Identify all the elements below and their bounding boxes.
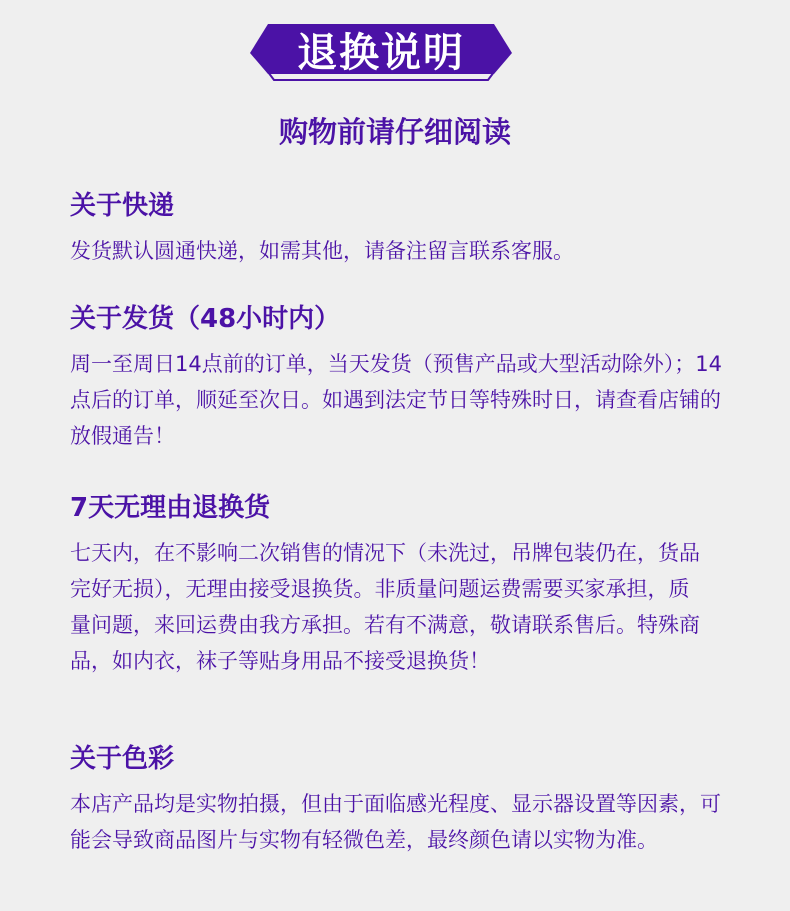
section-body-express: 发货默认圆通快递，如需其他，请备注留言联系客服。: [70, 239, 574, 263]
section-heading-color: 关于色彩: [70, 744, 175, 774]
section-express: [70, 189, 750, 269]
section-color: [70, 742, 750, 911]
section-body-returns: 七天内，在不影响二次销售的情况下（未洗过，吊牌包装仍在，货品完好无损），无理由接受退换货。非质量问题运费需要买家承担，质量问题，来回运费由我方承担。若有不满意，敬请联系售后。特殊商品，如内衣，袜子等贴身用品不接受退换货！: [70, 541, 700, 673]
page-title: 退换说明: [297, 30, 465, 76]
section-heading-shipping: 关于发货（48小时内）: [70, 304, 341, 334]
section-heading-returns: 7天无理由退换货: [70, 493, 271, 523]
title-banner: [246, 20, 516, 90]
section-body-color: 本店产品均是实物拍摄，但由于面临感光程度、显示器设置等因素，可能会导致商品图片与实物有轻微色差，最终颜色请以实物为准。: [70, 792, 721, 852]
section-returns: [70, 491, 750, 679]
page-subtitle: 购物前请仔细阅读: [278, 115, 511, 149]
section-heading-express: 关于快递: [70, 191, 175, 221]
section-shipping: [70, 302, 750, 454]
section-body-shipping: 周一至周日14点前的订单，当天发货（预售产品或大型活动除外）；14点后的订单，顺延至次日。如遇到法定节日等特殊时日，请查看店铺的放假通告！: [70, 352, 722, 448]
